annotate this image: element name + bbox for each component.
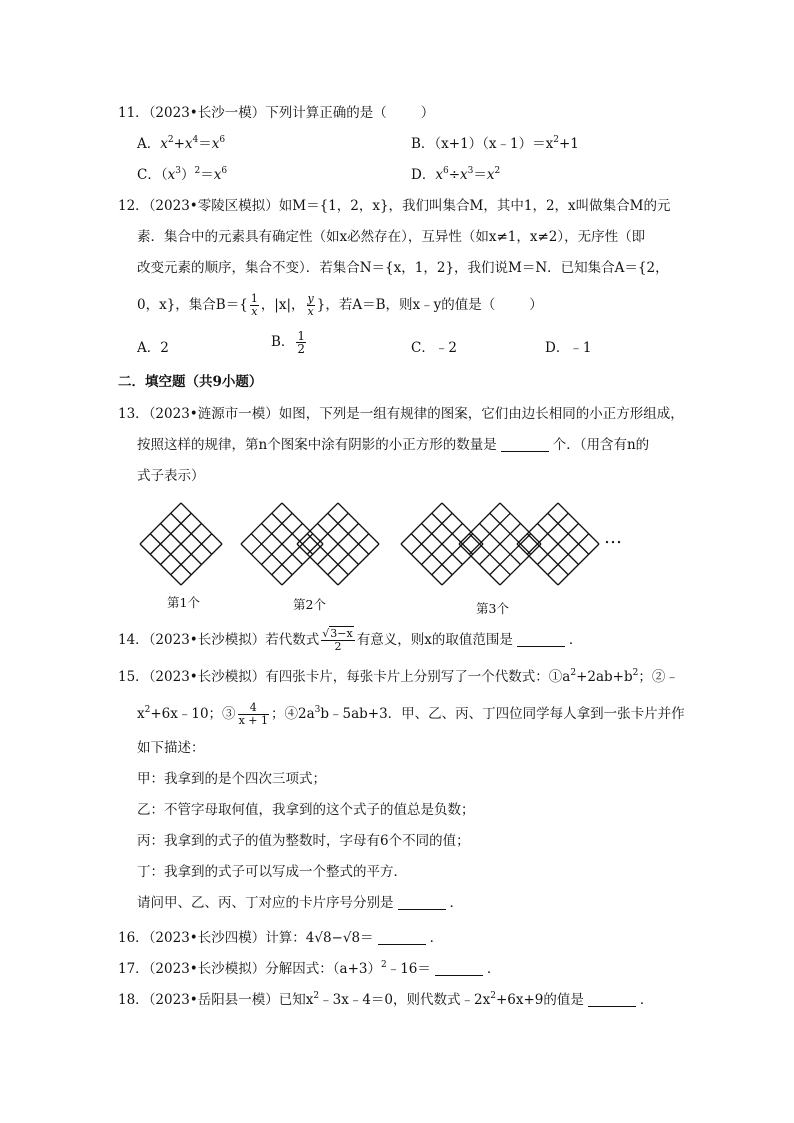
q12-option-b: B． $\frac{1}{2}$ [271, 329, 306, 356]
pattern-figure-1 [140, 503, 222, 585]
question-12-line3: 改变元素的顺序，集合不变）．若集合N＝{x，1，2}，我们说M＝N．已知集合A＝{2， [137, 260, 669, 276]
section-heading: 二．填空题（共9小题） [118, 374, 263, 390]
question-13-line3: 式子表示） [137, 468, 205, 484]
question-13-line1: 13．（2023•涟源市一模）如图，下列是一组有规律的图案，它们由边长相同的小正方形组成， [118, 406, 684, 422]
student-ding: 丁：我拿到的式子可以写成一个整式的平方． [137, 864, 407, 880]
q11-option-c: C．$(x^3)^2=x^6$ [137, 166, 228, 183]
question-17: 17．（2023•长沙模拟）分解因式：$(a+3)^2﹣16=$ ． [118, 960, 501, 977]
question-15-line3: 如下描述： [137, 740, 205, 756]
question-11-stem: 11．（2023•长沙一模）下列计算正确的是（ ） [118, 105, 435, 121]
q11-option-a: A．$x^2+x^4=x^6$ [137, 135, 226, 152]
student-jia: 甲：我拿到的是个四次三项式； [137, 771, 326, 787]
question-13-line2: 按照这样的规律，第n个图案中涂有阴影的小正方形的数量是 个．（用含有n的 [137, 437, 650, 453]
pattern-figure-3 [401, 503, 599, 585]
question-12-line1: 12．（2023•零陵区模拟）如M＝{1，2，x}，我们叫集合M，其中1，2，x叫做集合M的元 [118, 198, 671, 214]
q12-option-d: D．﹣1 [545, 340, 592, 356]
caption-figure-2: 第2个 [293, 597, 326, 612]
question-14: 14．（2023•长沙模拟）若代数式 $\frac{√3-x}{2}$ 有意义，则x的取值范围是 ． [118, 627, 583, 653]
caption-figure-1: 第1个 [167, 595, 200, 610]
question-15-line1: 15．（2023•长沙模拟）有四张卡片，每张卡片上分别写了一个代数式：$①a^2+2ab+b^2$；②﹣ [118, 668, 679, 685]
q11-option-d: D．$x^6\div x^3=x^2$ [411, 166, 501, 183]
q12-option-c: C．﹣2 [411, 340, 457, 356]
question-18: 18．（2023•岳阳县一模）已知$x^2﹣3x﹣4=0$，则代数式$﹣2x^2+6x+9$的值是 ． [118, 991, 654, 1008]
q11-option-b: B．$(x+1)(x﹣1)=x^2+1$ [411, 135, 579, 152]
student-yi: 乙：不管字母取何值，我拿到的这个式子的值总是负数； [137, 802, 475, 818]
caption-figure-3: 第3个 [476, 601, 509, 616]
student-bing: 丙：我拿到的式子的值为整数时，字母有6个不同的值； [137, 833, 470, 849]
ellipsis: … [604, 527, 622, 548]
question-12-line2: 素．集合中的元素具有确定性（如x必然存在），互异性（如x≠1，x≠2），无序性（即 [137, 229, 646, 245]
question-15-ask: 请问甲、乙、丙、丁对应的卡片序号分别是 ． [137, 895, 463, 911]
question-12-line4: 0，x}，集合B＝{ $\frac{1}{x}$ ，|x|， $\frac{y}{x}$ }，若A＝B，则x﹣y的值是（ ） [137, 292, 543, 318]
question-15-line2: $x^2+6x﹣10$；③ $\frac{4}{x + 1}$ ；$④2a^3b﹣5ab+3$．甲、乙、丙、丁四位同学每人拿到一张卡片并作 [137, 701, 685, 727]
pattern-figure-2 [241, 503, 379, 585]
q12-option-a: A．2 [137, 340, 169, 356]
question-16: 16．（2023•长沙四模）计算：4√8−√8＝ ． [118, 930, 444, 946]
